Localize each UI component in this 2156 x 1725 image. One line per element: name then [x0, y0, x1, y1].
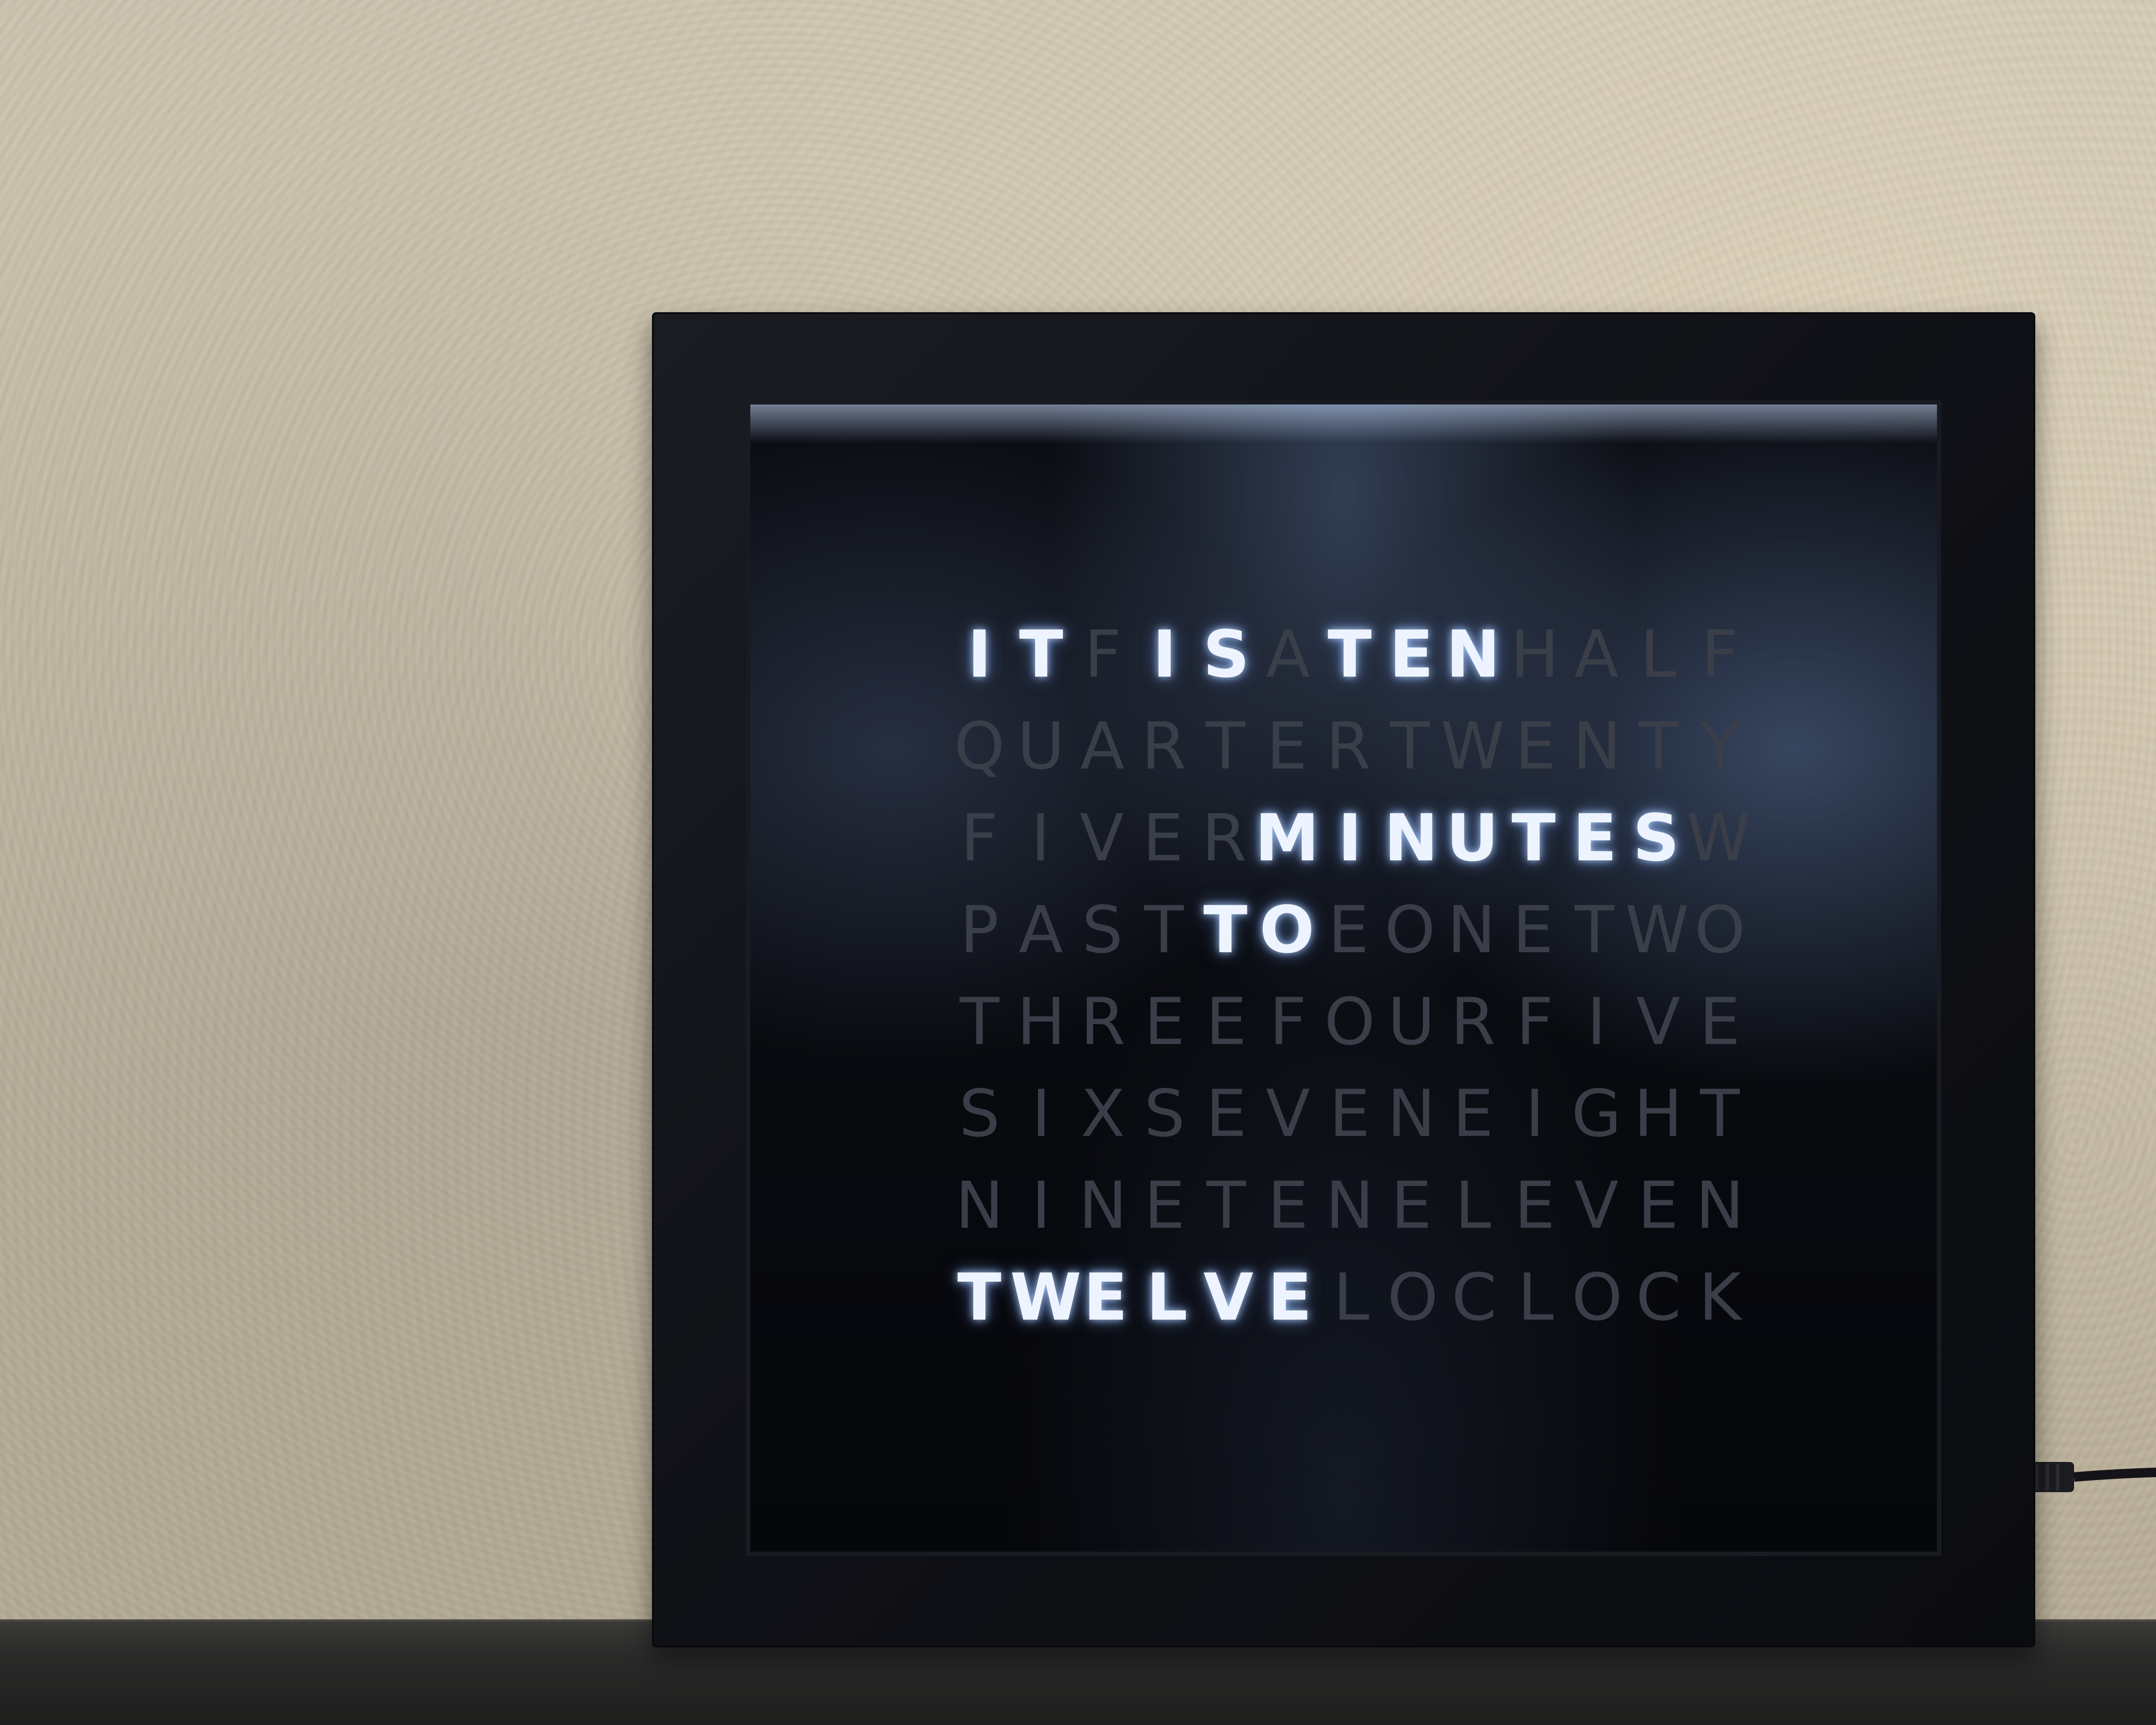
unlit-letter: A [1010, 887, 1072, 973]
lit-letter: E [1075, 1255, 1137, 1341]
lit-letter: T [1319, 612, 1380, 698]
unlit-letter: E [1134, 979, 1195, 1065]
lit-letter: E [1259, 1255, 1321, 1341]
unlit-letter: S [1134, 1071, 1195, 1157]
unlit-letter: F [1504, 979, 1566, 1065]
unlit-letter: Y [1689, 703, 1751, 790]
unlit-letter: I [1010, 795, 1071, 881]
unlit-letter: I [1566, 979, 1627, 1065]
unlit-letter: V [1257, 1071, 1319, 1157]
lit-letter: O [1256, 887, 1318, 973]
lit-letter: E [1381, 612, 1442, 698]
unlit-letter: E [1504, 1163, 1566, 1249]
unlit-letter: R [1194, 795, 1255, 881]
unlit-letter: E [1318, 887, 1379, 973]
unlit-letter: T [1379, 703, 1441, 790]
unlit-letter: W [1441, 703, 1504, 790]
unlit-letter: L [1627, 612, 1689, 698]
lit-letter: I [1134, 612, 1195, 698]
unlit-letter: E [1442, 1071, 1504, 1157]
unlit-letter: T [1195, 1163, 1257, 1249]
unlit-letter: F [1689, 612, 1751, 698]
unlit-letter: R [1072, 979, 1134, 1065]
unlit-letter: T [1195, 703, 1257, 790]
unlit-letter: E [1257, 1163, 1319, 1249]
unlit-letter: N [1319, 1163, 1380, 1249]
unlit-letter: V [1627, 979, 1689, 1065]
unlit-letter: E [1381, 1163, 1442, 1249]
unlit-letter: I [1504, 1071, 1566, 1157]
lit-letter: V [1198, 1255, 1260, 1341]
lit-letter: T [1010, 612, 1072, 698]
unlit-letter: T [1564, 887, 1625, 973]
lit-letter: N [1380, 795, 1442, 881]
unlit-letter: E [1504, 703, 1566, 790]
unlit-letter: T [949, 979, 1010, 1065]
unlit-letter: H [1504, 612, 1566, 698]
unlit-letter: E [1502, 887, 1564, 973]
unlit-letter: S [949, 1071, 1010, 1157]
unlit-letter: C [1444, 1255, 1505, 1341]
unlit-letter: T [1133, 887, 1195, 973]
unlit-letter: V [1071, 795, 1132, 881]
unlit-letter: F [1257, 979, 1319, 1065]
lit-letter: T [949, 1255, 1010, 1341]
unlit-letter: O [1382, 1255, 1444, 1341]
unlit-letter: W [1625, 887, 1689, 973]
unlit-letter: O [1689, 887, 1751, 973]
unlit-letter: R [1318, 703, 1379, 790]
unlit-letter: H [1010, 979, 1072, 1065]
unlit-letter: L [1442, 1163, 1504, 1249]
lit-letter: T [1195, 887, 1257, 973]
unlit-letter: X [1072, 1071, 1134, 1157]
lit-letter: U [1442, 795, 1503, 881]
unlit-letter: O [1319, 979, 1380, 1065]
unlit-letter: V [1566, 1163, 1627, 1249]
lit-letter: W [1010, 1255, 1075, 1341]
unlit-letter: N [1072, 1163, 1134, 1249]
unlit-letter: P [949, 887, 1010, 973]
unlit-letter: S [1072, 887, 1133, 973]
unlit-letter: A [1257, 612, 1319, 698]
lit-letter: S [1626, 795, 1687, 881]
unlit-letter: W [1687, 795, 1751, 881]
unlit-letter: C [1628, 1255, 1689, 1341]
unlit-letter: T [1628, 703, 1689, 790]
unlit-letter: R [1133, 703, 1195, 790]
unlit-letter: L [1505, 1255, 1567, 1341]
unlit-letter: N [1689, 1163, 1751, 1249]
unlit-letter: A [1072, 703, 1133, 790]
unlit-letter: U [1381, 979, 1442, 1065]
unlit-letter: O [1379, 887, 1441, 973]
unlit-letter: E [1195, 979, 1257, 1065]
unlit-letter: E [1132, 795, 1194, 881]
lit-letter: N [1442, 612, 1504, 698]
unlit-letter: A [1566, 612, 1627, 698]
unlit-letter: N [1381, 1071, 1442, 1157]
unlit-letter: G [1566, 1071, 1627, 1157]
unlit-letter: R [1442, 979, 1504, 1065]
unlit-letter: F [1072, 612, 1134, 698]
unlit-letter: O [1567, 1255, 1628, 1341]
unlit-letter: F [949, 795, 1010, 881]
unlit-letter: E [1319, 1071, 1380, 1157]
unlit-letter: K [1689, 1255, 1751, 1341]
lit-letter: S [1195, 612, 1257, 698]
lit-letter: I [949, 612, 1010, 698]
unlit-letter: T [1689, 1071, 1751, 1157]
unlit-letter: E [1256, 703, 1318, 790]
lit-letter: L [1136, 1255, 1198, 1341]
unlit-letter: E [1134, 1163, 1195, 1249]
unlit-letter: Q [949, 703, 1010, 790]
unlit-letter: N [1441, 887, 1502, 973]
lit-letter: E [1564, 795, 1626, 881]
unlit-letter: N [1566, 703, 1628, 790]
unlit-letter: E [1195, 1071, 1257, 1157]
unlit-letter: I [1010, 1163, 1072, 1249]
unlit-letter: I [1010, 1071, 1072, 1157]
unlit-letter: E [1689, 979, 1751, 1065]
unlit-letter: N [949, 1163, 1010, 1249]
lit-letter: T [1503, 795, 1564, 881]
unlit-letter: U [1010, 703, 1072, 790]
unlit-letter: L [1321, 1255, 1382, 1341]
unlit-letter: E [1627, 1163, 1689, 1249]
lit-letter: I [1319, 795, 1380, 881]
unlit-letter: H [1627, 1071, 1689, 1157]
lit-letter: M [1255, 795, 1319, 881]
